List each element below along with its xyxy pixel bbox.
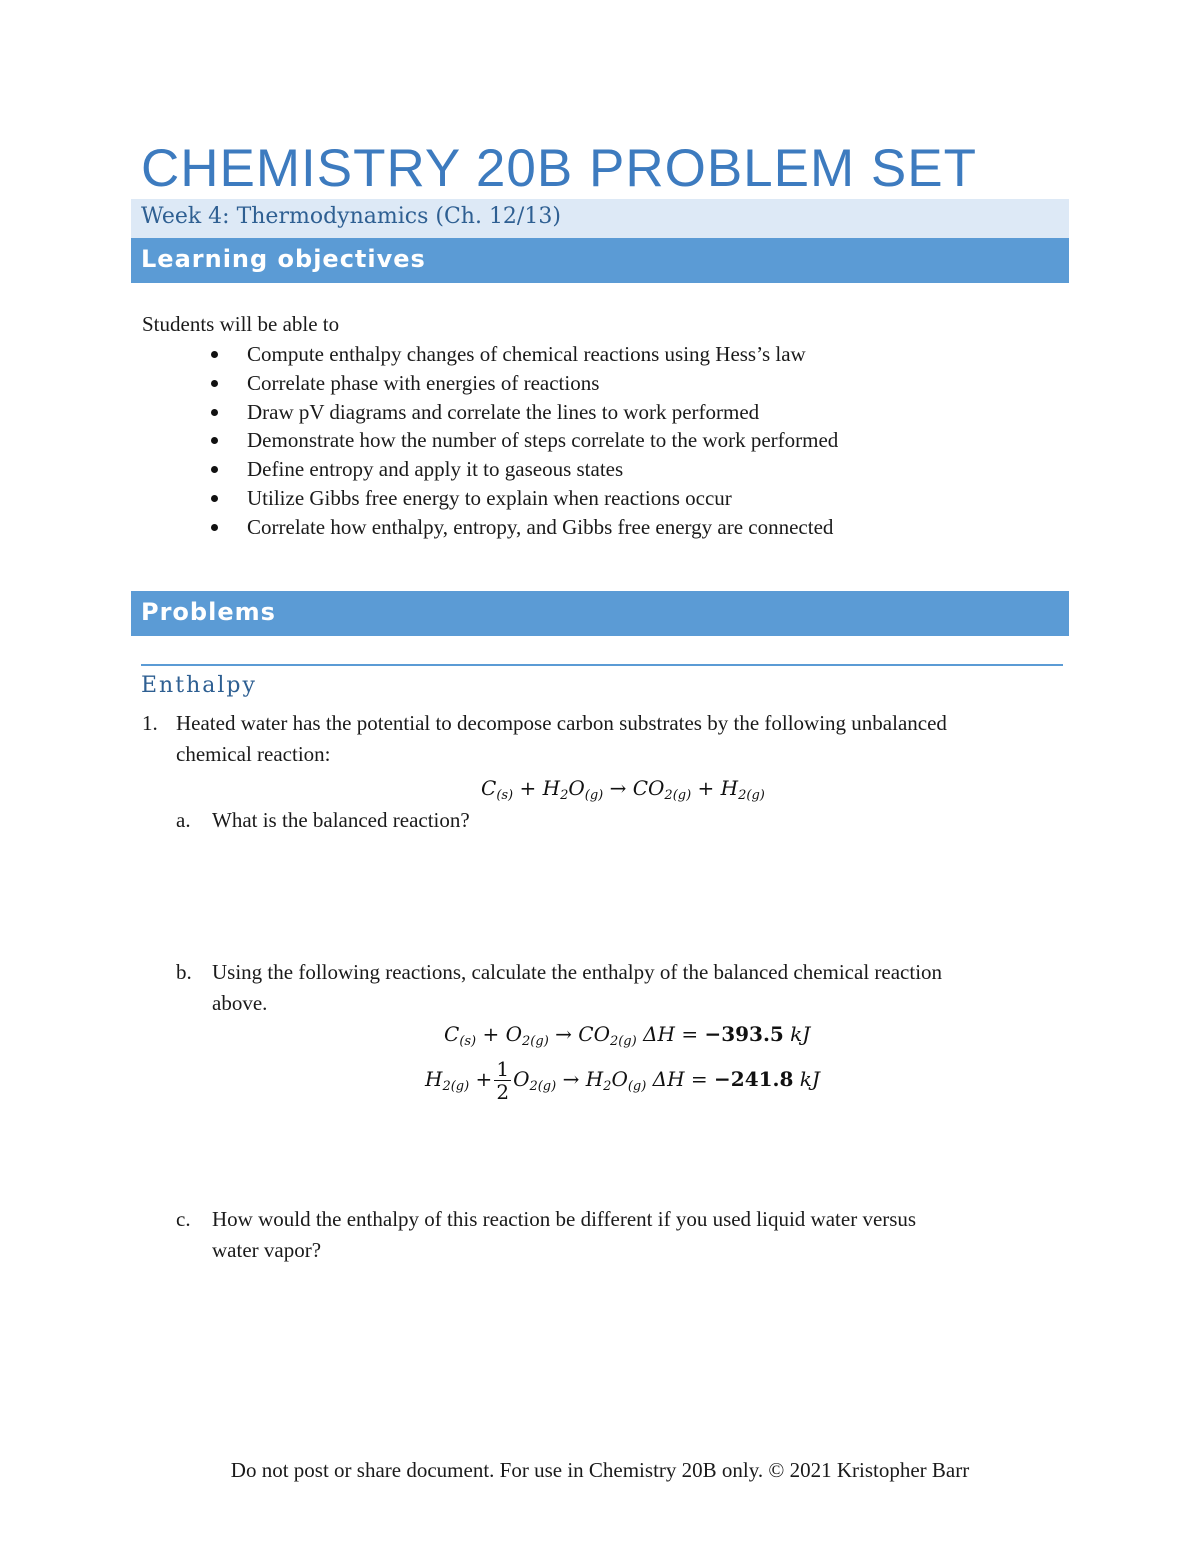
unbalanced-equation <box>481 776 765 803</box>
question-text-line1: Heated water has the potential to decompose carbon substrates by the following unbalanced <box>176 711 947 735</box>
part-b-text-line2: above. <box>212 991 268 1015</box>
bullet-icon <box>211 409 218 416</box>
footer-notice: Do not post or share document. For use in Chemistry 20B only. © 2021 Kristopher Barr <box>230 1458 970 1482</box>
eq-operator: + <box>691 776 721 800</box>
eq-term: CO <box>632 776 665 800</box>
objective-text: Demonstrate how the number of steps correlate to the work performed <box>247 428 839 453</box>
reaction-equation-2 <box>425 1058 820 1103</box>
objective-text: Utilize Gibbs free energy to explain when reactions occur <box>247 485 732 510</box>
learning-objectives-heading-text: Learning objectives <box>141 245 426 273</box>
reaction-equation-1 <box>444 1022 810 1049</box>
objective-text: Define entropy and apply it to gaseous states <box>247 457 624 482</box>
objective-item <box>209 426 838 455</box>
eq-term: O <box>568 776 585 800</box>
problems-heading <box>131 591 1069 636</box>
part-c-letter: c. <box>176 1207 191 1231</box>
eq-term: C <box>444 1022 460 1046</box>
eq-subscript: 2 <box>560 788 569 803</box>
bullet-icon <box>211 380 218 387</box>
objectives-intro: Students will be able to <box>142 312 340 336</box>
objective-item <box>209 369 838 398</box>
eq-arrow: → <box>548 1022 579 1046</box>
eq-term: CO <box>578 1022 610 1046</box>
eq-term: H <box>542 776 561 800</box>
question-text-line2: chemical reaction: <box>176 742 331 766</box>
week-subtitle: Week 4: Thermodynamics (Ch. 12/13) <box>141 204 561 229</box>
eq-term: O <box>505 1022 523 1046</box>
objective-text: Compute enthalpy changes of chemical reactions using Hess’s law <box>247 342 806 366</box>
eq-term: H <box>720 776 739 800</box>
objective-item <box>209 455 838 484</box>
eq-term: O <box>611 1067 628 1091</box>
eq-subscript: (s) <box>496 788 514 803</box>
section-divider <box>141 664 1063 666</box>
eq-subscript: 2(g) <box>738 788 765 803</box>
eq-subscript: 2(g) <box>529 1079 557 1094</box>
objective-item <box>209 513 838 542</box>
fraction-denominator: 2 <box>496 1080 510 1104</box>
eq-unit: kJ <box>793 1067 820 1091</box>
bullet-icon <box>211 351 218 358</box>
objective-item <box>209 398 838 427</box>
bullet-icon <box>211 466 218 473</box>
objective-text: Correlate how enthalpy, entropy, and Gibbs free energy are connected <box>247 514 834 539</box>
objective-text: Draw pV diagrams and correlate the lines to work performed <box>247 399 760 424</box>
eq-term: C <box>481 776 497 800</box>
part-b-text-line1: Using the following reactions, calculate the enthalpy of the balanced chemical reaction <box>212 960 943 984</box>
eq-unit: kJ <box>783 1022 811 1046</box>
enthalpy-value: −393.5 <box>704 1022 784 1046</box>
objective-text: Correlate phase with energies of reactions <box>247 370 600 395</box>
bullet-icon <box>211 495 218 502</box>
bullet-icon <box>211 437 218 444</box>
eq-subscript: 2(g) <box>522 1034 549 1049</box>
part-c-text-line2: water vapor? <box>212 1238 322 1262</box>
eq-subscript: (g) <box>627 1079 647 1094</box>
part-a-letter: a. <box>176 808 191 832</box>
question-number: 1. <box>142 711 158 735</box>
enthalpy-value: −241.8 <box>714 1067 794 1091</box>
eq-subscript: 2(g) <box>442 1079 470 1094</box>
eq-term: O <box>513 1067 530 1091</box>
document-title: CHEMISTRY 20B PROBLEM SET <box>141 139 977 198</box>
eq-subscript: 2(g) <box>609 1034 637 1049</box>
fraction-one-half <box>494 1058 511 1103</box>
eq-arrow: → <box>556 1067 586 1091</box>
objectives-list <box>209 340 838 542</box>
learning-objectives-heading <box>131 238 1069 283</box>
eq-subscript: 2(g) <box>664 788 692 803</box>
part-b-letter: b. <box>176 960 192 984</box>
eq-subscript: 2 <box>603 1079 612 1094</box>
bullet-icon <box>211 524 218 531</box>
objective-item <box>209 484 838 513</box>
eq-term: H <box>585 1067 604 1091</box>
eq-delta-h: ΔH = <box>646 1067 715 1091</box>
objective-item <box>209 340 838 369</box>
eq-subscript: (s) <box>459 1034 477 1049</box>
eq-operator: + <box>476 1022 506 1046</box>
part-a-text: What is the balanced reaction? <box>212 808 470 832</box>
part-c-text-line1: How would the enthalpy of this reaction be different if you used liquid water versus <box>212 1207 917 1231</box>
eq-subscript: (g) <box>584 788 604 803</box>
eq-arrow: → <box>603 776 633 800</box>
subtitle-band <box>131 199 1069 238</box>
fraction-numerator: 1 <box>496 1057 510 1081</box>
eq-operator: + <box>513 776 543 800</box>
eq-term: H <box>425 1067 443 1091</box>
problems-heading-text: Problems <box>141 598 276 626</box>
enthalpy-subheading: Enthalpy <box>141 673 257 698</box>
eq-operator: + <box>469 1067 493 1091</box>
eq-delta-h: ΔH = <box>636 1022 705 1046</box>
